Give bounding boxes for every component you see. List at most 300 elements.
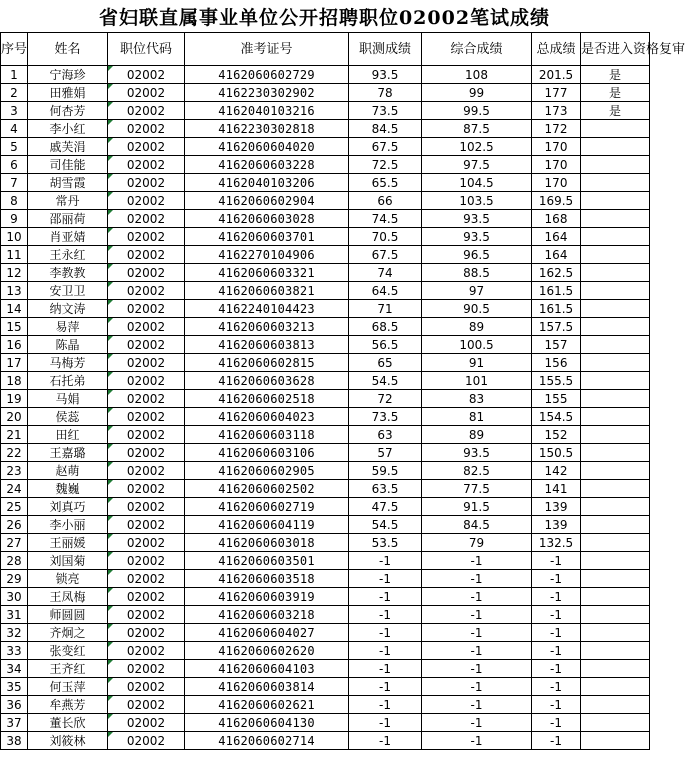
- cell-general-score[interactable]: 102.5: [422, 138, 532, 156]
- cell-qualification[interactable]: [581, 300, 650, 318]
- cell-exam-number[interactable]: 4162060603228: [185, 156, 349, 174]
- cell-total-score[interactable]: 132.5: [532, 534, 581, 552]
- cell-general-score[interactable]: 93.5: [422, 444, 532, 462]
- cell-qualification[interactable]: [581, 426, 650, 444]
- cell-qualification[interactable]: [581, 696, 650, 714]
- cell-name[interactable]: 陈晶: [28, 336, 108, 354]
- cell-aptitude-score[interactable]: 67.5: [349, 138, 422, 156]
- cell-name[interactable]: 刘国菊: [28, 552, 108, 570]
- cell-name[interactable]: 易萍: [28, 318, 108, 336]
- cell-aptitude-score[interactable]: 68.5: [349, 318, 422, 336]
- cell-qualification[interactable]: 是: [581, 102, 650, 120]
- cell-exam-number[interactable]: 4162060604020: [185, 138, 349, 156]
- cell-exam-number[interactable]: 4162270104906: [185, 246, 349, 264]
- cell-general-score[interactable]: -1: [422, 570, 532, 588]
- cell-total-score[interactable]: 157.5: [532, 318, 581, 336]
- cell-aptitude-score[interactable]: 72.5: [349, 156, 422, 174]
- cell-seq[interactable]: 1: [1, 66, 28, 84]
- cell-name[interactable]: 安卫卫: [28, 282, 108, 300]
- cell-seq[interactable]: 9: [1, 210, 28, 228]
- cell-position-code[interactable]: 02002: [108, 516, 185, 534]
- cell-qualification[interactable]: [581, 408, 650, 426]
- cell-seq[interactable]: 30: [1, 588, 28, 606]
- cell-seq[interactable]: 26: [1, 516, 28, 534]
- cell-general-score[interactable]: -1: [422, 696, 532, 714]
- cell-position-code[interactable]: 02002: [108, 696, 185, 714]
- cell-position-code[interactable]: 02002: [108, 426, 185, 444]
- cell-exam-number[interactable]: 4162060602621: [185, 696, 349, 714]
- cell-general-score[interactable]: 93.5: [422, 210, 532, 228]
- cell-exam-number[interactable]: 4162060603213: [185, 318, 349, 336]
- cell-total-score[interactable]: 164: [532, 246, 581, 264]
- cell-seq[interactable]: 23: [1, 462, 28, 480]
- cell-general-score[interactable]: -1: [422, 732, 532, 750]
- cell-exam-number[interactable]: 4162060604119: [185, 516, 349, 534]
- cell-qualification[interactable]: [581, 534, 650, 552]
- cell-aptitude-score[interactable]: 47.5: [349, 498, 422, 516]
- cell-name[interactable]: 李小红: [28, 120, 108, 138]
- cell-name[interactable]: 邵丽荷: [28, 210, 108, 228]
- cell-name[interactable]: 侯蕊: [28, 408, 108, 426]
- cell-total-score[interactable]: 172: [532, 120, 581, 138]
- cell-aptitude-score[interactable]: 84.5: [349, 120, 422, 138]
- cell-qualification[interactable]: [581, 354, 650, 372]
- cell-name[interactable]: 何杏芳: [28, 102, 108, 120]
- cell-general-score[interactable]: 97: [422, 282, 532, 300]
- cell-name[interactable]: 田雅娟: [28, 84, 108, 102]
- cell-position-code[interactable]: 02002: [108, 714, 185, 732]
- cell-qualification[interactable]: [581, 174, 650, 192]
- cell-total-score[interactable]: 162.5: [532, 264, 581, 282]
- cell-seq[interactable]: 4: [1, 120, 28, 138]
- cell-general-score[interactable]: 96.5: [422, 246, 532, 264]
- cell-name[interactable]: 马娟: [28, 390, 108, 408]
- cell-name[interactable]: 王嘉璐: [28, 444, 108, 462]
- cell-aptitude-score[interactable]: 65: [349, 354, 422, 372]
- cell-general-score[interactable]: 91: [422, 354, 532, 372]
- cell-seq[interactable]: 14: [1, 300, 28, 318]
- cell-qualification[interactable]: [581, 210, 650, 228]
- cell-qualification[interactable]: [581, 444, 650, 462]
- cell-total-score[interactable]: 170: [532, 138, 581, 156]
- cell-aptitude-score[interactable]: 57: [349, 444, 422, 462]
- cell-total-score[interactable]: 152: [532, 426, 581, 444]
- cell-exam-number[interactable]: 4162060602904: [185, 192, 349, 210]
- cell-aptitude-score[interactable]: -1: [349, 588, 422, 606]
- cell-exam-number[interactable]: 4162060603118: [185, 426, 349, 444]
- cell-total-score[interactable]: 170: [532, 174, 581, 192]
- cell-seq[interactable]: 22: [1, 444, 28, 462]
- cell-exam-number[interactable]: 4162040103206: [185, 174, 349, 192]
- cell-qualification[interactable]: 是: [581, 66, 650, 84]
- cell-total-score[interactable]: 156: [532, 354, 581, 372]
- cell-position-code[interactable]: 02002: [108, 678, 185, 696]
- cell-aptitude-score[interactable]: 67.5: [349, 246, 422, 264]
- cell-seq[interactable]: 32: [1, 624, 28, 642]
- cell-qualification[interactable]: [581, 498, 650, 516]
- cell-seq[interactable]: 7: [1, 174, 28, 192]
- cell-seq[interactable]: 35: [1, 678, 28, 696]
- cell-general-score[interactable]: 97.5: [422, 156, 532, 174]
- cell-position-code[interactable]: 02002: [108, 66, 185, 84]
- cell-general-score[interactable]: 87.5: [422, 120, 532, 138]
- cell-name[interactable]: 刘真巧: [28, 498, 108, 516]
- cell-seq[interactable]: 5: [1, 138, 28, 156]
- cell-name[interactable]: 王丽媛: [28, 534, 108, 552]
- cell-exam-number[interactable]: 4162060602719: [185, 498, 349, 516]
- cell-seq[interactable]: 31: [1, 606, 28, 624]
- cell-position-code[interactable]: 02002: [108, 84, 185, 102]
- cell-aptitude-score[interactable]: 66: [349, 192, 422, 210]
- cell-qualification[interactable]: [581, 678, 650, 696]
- header-name[interactable]: 姓名: [28, 33, 108, 66]
- cell-seq[interactable]: 33: [1, 642, 28, 660]
- cell-qualification[interactable]: [581, 570, 650, 588]
- cell-qualification[interactable]: [581, 480, 650, 498]
- cell-aptitude-score[interactable]: 73.5: [349, 408, 422, 426]
- cell-general-score[interactable]: 77.5: [422, 480, 532, 498]
- cell-name[interactable]: 牟燕芳: [28, 696, 108, 714]
- header-total-score[interactable]: 总成绩: [532, 33, 581, 66]
- cell-qualification[interactable]: 是: [581, 84, 650, 102]
- cell-name[interactable]: 魏巍: [28, 480, 108, 498]
- cell-name[interactable]: 马梅芳: [28, 354, 108, 372]
- cell-aptitude-score[interactable]: 53.5: [349, 534, 422, 552]
- cell-position-code[interactable]: 02002: [108, 498, 185, 516]
- cell-position-code[interactable]: 02002: [108, 552, 185, 570]
- cell-general-score[interactable]: 100.5: [422, 336, 532, 354]
- cell-general-score[interactable]: 90.5: [422, 300, 532, 318]
- cell-general-score[interactable]: -1: [422, 624, 532, 642]
- cell-name[interactable]: 齐炯之: [28, 624, 108, 642]
- cell-total-score[interactable]: 164: [532, 228, 581, 246]
- cell-seq[interactable]: 20: [1, 408, 28, 426]
- cell-name[interactable]: 纳文涛: [28, 300, 108, 318]
- cell-exam-number[interactable]: 4162040103216: [185, 102, 349, 120]
- cell-name[interactable]: 董长欣: [28, 714, 108, 732]
- cell-exam-number[interactable]: 4162060602905: [185, 462, 349, 480]
- cell-exam-number[interactable]: 4162060603218: [185, 606, 349, 624]
- cell-aptitude-score[interactable]: 56.5: [349, 336, 422, 354]
- cell-seq[interactable]: 17: [1, 354, 28, 372]
- cell-name[interactable]: 胡雪霞: [28, 174, 108, 192]
- cell-exam-number[interactable]: 4162060604130: [185, 714, 349, 732]
- cell-aptitude-score[interactable]: 72: [349, 390, 422, 408]
- cell-position-code[interactable]: 02002: [108, 462, 185, 480]
- cell-aptitude-score[interactable]: -1: [349, 642, 422, 660]
- cell-seq[interactable]: 16: [1, 336, 28, 354]
- cell-exam-number[interactable]: 4162060602518: [185, 390, 349, 408]
- cell-qualification[interactable]: [581, 462, 650, 480]
- cell-name[interactable]: 常丹: [28, 192, 108, 210]
- cell-qualification[interactable]: [581, 390, 650, 408]
- cell-qualification[interactable]: [581, 282, 650, 300]
- cell-general-score[interactable]: -1: [422, 606, 532, 624]
- cell-general-score[interactable]: 81: [422, 408, 532, 426]
- cell-name[interactable]: 石托弟: [28, 372, 108, 390]
- cell-name[interactable]: 宁海珍: [28, 66, 108, 84]
- cell-total-score[interactable]: -1: [532, 678, 581, 696]
- cell-aptitude-score[interactable]: 73.5: [349, 102, 422, 120]
- cell-exam-number[interactable]: 4162060603701: [185, 228, 349, 246]
- cell-aptitude-score[interactable]: 63.5: [349, 480, 422, 498]
- cell-total-score[interactable]: 201.5: [532, 66, 581, 84]
- cell-position-code[interactable]: 02002: [108, 228, 185, 246]
- cell-exam-number[interactable]: 4162060603813: [185, 336, 349, 354]
- cell-general-score[interactable]: -1: [422, 714, 532, 732]
- cell-total-score[interactable]: 161.5: [532, 300, 581, 318]
- cell-general-score[interactable]: -1: [422, 552, 532, 570]
- cell-name[interactable]: 王齐红: [28, 660, 108, 678]
- cell-position-code[interactable]: 02002: [108, 102, 185, 120]
- cell-seq[interactable]: 18: [1, 372, 28, 390]
- cell-position-code[interactable]: 02002: [108, 354, 185, 372]
- cell-aptitude-score[interactable]: -1: [349, 714, 422, 732]
- cell-total-score[interactable]: 173: [532, 102, 581, 120]
- cell-exam-number[interactable]: 4162060603018: [185, 534, 349, 552]
- cell-name[interactable]: 赵萌: [28, 462, 108, 480]
- cell-qualification[interactable]: [581, 552, 650, 570]
- cell-total-score[interactable]: -1: [532, 714, 581, 732]
- cell-aptitude-score[interactable]: 64.5: [349, 282, 422, 300]
- cell-exam-number[interactable]: 4162060604027: [185, 624, 349, 642]
- cell-name[interactable]: 王永红: [28, 246, 108, 264]
- cell-qualification[interactable]: [581, 732, 650, 750]
- cell-seq[interactable]: 38: [1, 732, 28, 750]
- cell-total-score[interactable]: 150.5: [532, 444, 581, 462]
- cell-seq[interactable]: 12: [1, 264, 28, 282]
- cell-name[interactable]: 师圆圆: [28, 606, 108, 624]
- cell-position-code[interactable]: 02002: [108, 300, 185, 318]
- cell-name[interactable]: 李教教: [28, 264, 108, 282]
- cell-seq[interactable]: 3: [1, 102, 28, 120]
- cell-seq[interactable]: 19: [1, 390, 28, 408]
- cell-qualification[interactable]: [581, 228, 650, 246]
- cell-aptitude-score[interactable]: 74.5: [349, 210, 422, 228]
- cell-position-code[interactable]: 02002: [108, 444, 185, 462]
- cell-qualification[interactable]: [581, 660, 650, 678]
- cell-name[interactable]: 戚芙涓: [28, 138, 108, 156]
- cell-name[interactable]: 肖亚婧: [28, 228, 108, 246]
- cell-name[interactable]: 田红: [28, 426, 108, 444]
- cell-name[interactable]: 锁亮: [28, 570, 108, 588]
- cell-exam-number[interactable]: 4162060602714: [185, 732, 349, 750]
- cell-aptitude-score[interactable]: -1: [349, 606, 422, 624]
- cell-position-code[interactable]: 02002: [108, 660, 185, 678]
- cell-aptitude-score[interactable]: 54.5: [349, 372, 422, 390]
- cell-position-code[interactable]: 02002: [108, 318, 185, 336]
- cell-general-score[interactable]: 101: [422, 372, 532, 390]
- cell-seq[interactable]: 29: [1, 570, 28, 588]
- cell-aptitude-score[interactable]: 74: [349, 264, 422, 282]
- cell-exam-number[interactable]: 4162060604103: [185, 660, 349, 678]
- cell-name[interactable]: 李小丽: [28, 516, 108, 534]
- cell-total-score[interactable]: -1: [532, 732, 581, 750]
- cell-seq[interactable]: 25: [1, 498, 28, 516]
- cell-position-code[interactable]: 02002: [108, 408, 185, 426]
- cell-exam-number[interactable]: 4162060603814: [185, 678, 349, 696]
- cell-total-score[interactable]: -1: [532, 642, 581, 660]
- cell-general-score[interactable]: 103.5: [422, 192, 532, 210]
- cell-qualification[interactable]: [581, 714, 650, 732]
- cell-position-code[interactable]: 02002: [108, 390, 185, 408]
- cell-exam-number[interactable]: 4162060603821: [185, 282, 349, 300]
- cell-position-code[interactable]: 02002: [108, 282, 185, 300]
- cell-qualification[interactable]: [581, 246, 650, 264]
- cell-qualification[interactable]: [581, 336, 650, 354]
- cell-qualification[interactable]: [581, 318, 650, 336]
- cell-exam-number[interactable]: 4162060602620: [185, 642, 349, 660]
- cell-total-score[interactable]: 161.5: [532, 282, 581, 300]
- cell-qualification[interactable]: [581, 516, 650, 534]
- cell-aptitude-score[interactable]: -1: [349, 678, 422, 696]
- cell-position-code[interactable]: 02002: [108, 732, 185, 750]
- cell-aptitude-score[interactable]: -1: [349, 552, 422, 570]
- header-aptitude-score[interactable]: 职测成绩: [349, 33, 422, 66]
- cell-exam-number[interactable]: 4162060603321: [185, 264, 349, 282]
- cell-seq[interactable]: 24: [1, 480, 28, 498]
- cell-qualification[interactable]: [581, 120, 650, 138]
- cell-general-score[interactable]: 82.5: [422, 462, 532, 480]
- cell-exam-number[interactable]: 4162060602502: [185, 480, 349, 498]
- cell-seq[interactable]: 37: [1, 714, 28, 732]
- cell-exam-number[interactable]: 4162060603628: [185, 372, 349, 390]
- cell-total-score[interactable]: -1: [532, 606, 581, 624]
- cell-name[interactable]: 司佳能: [28, 156, 108, 174]
- cell-position-code[interactable]: 02002: [108, 372, 185, 390]
- cell-seq[interactable]: 34: [1, 660, 28, 678]
- cell-position-code[interactable]: 02002: [108, 246, 185, 264]
- cell-general-score[interactable]: 93.5: [422, 228, 532, 246]
- cell-position-code[interactable]: 02002: [108, 588, 185, 606]
- cell-qualification[interactable]: [581, 192, 650, 210]
- cell-exam-number[interactable]: 4162060603518: [185, 570, 349, 588]
- cell-general-score[interactable]: 89: [422, 318, 532, 336]
- cell-seq[interactable]: 15: [1, 318, 28, 336]
- cell-total-score[interactable]: -1: [532, 660, 581, 678]
- cell-aptitude-score[interactable]: -1: [349, 570, 422, 588]
- cell-position-code[interactable]: 02002: [108, 138, 185, 156]
- cell-qualification[interactable]: [581, 372, 650, 390]
- cell-position-code[interactable]: 02002: [108, 570, 185, 588]
- cell-total-score[interactable]: 141: [532, 480, 581, 498]
- cell-position-code[interactable]: 02002: [108, 624, 185, 642]
- cell-general-score[interactable]: 99: [422, 84, 532, 102]
- cell-seq[interactable]: 36: [1, 696, 28, 714]
- cell-qualification[interactable]: [581, 138, 650, 156]
- header-seq[interactable]: 序号: [1, 33, 28, 66]
- cell-general-score[interactable]: 89: [422, 426, 532, 444]
- cell-total-score[interactable]: 142: [532, 462, 581, 480]
- cell-position-code[interactable]: 02002: [108, 120, 185, 138]
- cell-aptitude-score[interactable]: -1: [349, 624, 422, 642]
- cell-seq[interactable]: 21: [1, 426, 28, 444]
- cell-total-score[interactable]: -1: [532, 624, 581, 642]
- cell-aptitude-score[interactable]: -1: [349, 732, 422, 750]
- cell-total-score[interactable]: 157: [532, 336, 581, 354]
- header-position-code[interactable]: 职位代码: [108, 33, 185, 66]
- cell-position-code[interactable]: 02002: [108, 642, 185, 660]
- cell-exam-number[interactable]: 4162230302902: [185, 84, 349, 102]
- cell-seq[interactable]: 11: [1, 246, 28, 264]
- cell-total-score[interactable]: 169.5: [532, 192, 581, 210]
- cell-total-score[interactable]: 139: [532, 516, 581, 534]
- cell-general-score[interactable]: 84.5: [422, 516, 532, 534]
- cell-name[interactable]: 张变红: [28, 642, 108, 660]
- cell-seq[interactable]: 27: [1, 534, 28, 552]
- cell-name[interactable]: 何玉萍: [28, 678, 108, 696]
- cell-aptitude-score[interactable]: 63: [349, 426, 422, 444]
- cell-position-code[interactable]: 02002: [108, 174, 185, 192]
- cell-total-score[interactable]: -1: [532, 696, 581, 714]
- cell-exam-number[interactable]: 4162240104423: [185, 300, 349, 318]
- cell-qualification[interactable]: [581, 606, 650, 624]
- header-general-score[interactable]: 综合成绩: [422, 33, 532, 66]
- cell-name[interactable]: 刘筱林: [28, 732, 108, 750]
- cell-exam-number[interactable]: 4162060603106: [185, 444, 349, 462]
- cell-exam-number[interactable]: 4162060603028: [185, 210, 349, 228]
- cell-aptitude-score[interactable]: 71: [349, 300, 422, 318]
- cell-qualification[interactable]: [581, 156, 650, 174]
- cell-general-score[interactable]: -1: [422, 588, 532, 606]
- cell-general-score[interactable]: 88.5: [422, 264, 532, 282]
- cell-position-code[interactable]: 02002: [108, 606, 185, 624]
- header-exam-number[interactable]: 准考证号: [185, 33, 349, 66]
- header-qualification[interactable]: 是否进入资格复审: [581, 33, 650, 66]
- cell-name[interactable]: 王凤梅: [28, 588, 108, 606]
- cell-general-score[interactable]: -1: [422, 642, 532, 660]
- cell-aptitude-score[interactable]: -1: [349, 696, 422, 714]
- cell-aptitude-score[interactable]: 54.5: [349, 516, 422, 534]
- cell-exam-number[interactable]: 4162230302818: [185, 120, 349, 138]
- cell-aptitude-score[interactable]: 93.5: [349, 66, 422, 84]
- cell-aptitude-score[interactable]: 65.5: [349, 174, 422, 192]
- cell-general-score[interactable]: 79: [422, 534, 532, 552]
- cell-aptitude-score[interactable]: 59.5: [349, 462, 422, 480]
- cell-general-score[interactable]: 104.5: [422, 174, 532, 192]
- cell-position-code[interactable]: 02002: [108, 156, 185, 174]
- cell-position-code[interactable]: 02002: [108, 192, 185, 210]
- cell-total-score[interactable]: 154.5: [532, 408, 581, 426]
- cell-aptitude-score[interactable]: 78: [349, 84, 422, 102]
- cell-general-score[interactable]: -1: [422, 660, 532, 678]
- cell-general-score[interactable]: 99.5: [422, 102, 532, 120]
- cell-seq[interactable]: 10: [1, 228, 28, 246]
- cell-general-score[interactable]: 91.5: [422, 498, 532, 516]
- cell-general-score[interactable]: 108: [422, 66, 532, 84]
- cell-seq[interactable]: 2: [1, 84, 28, 102]
- cell-position-code[interactable]: 02002: [108, 336, 185, 354]
- cell-total-score[interactable]: 139: [532, 498, 581, 516]
- cell-total-score[interactable]: -1: [532, 570, 581, 588]
- cell-seq[interactable]: 28: [1, 552, 28, 570]
- cell-exam-number[interactable]: 4162060602815: [185, 354, 349, 372]
- cell-qualification[interactable]: [581, 642, 650, 660]
- cell-aptitude-score[interactable]: -1: [349, 660, 422, 678]
- cell-total-score[interactable]: 177: [532, 84, 581, 102]
- cell-general-score[interactable]: 83: [422, 390, 532, 408]
- cell-qualification[interactable]: [581, 264, 650, 282]
- cell-seq[interactable]: 13: [1, 282, 28, 300]
- cell-exam-number[interactable]: 4162060603919: [185, 588, 349, 606]
- cell-seq[interactable]: 6: [1, 156, 28, 174]
- cell-position-code[interactable]: 02002: [108, 480, 185, 498]
- cell-position-code[interactable]: 02002: [108, 264, 185, 282]
- cell-position-code[interactable]: 02002: [108, 210, 185, 228]
- cell-total-score[interactable]: 155.5: [532, 372, 581, 390]
- cell-total-score[interactable]: -1: [532, 588, 581, 606]
- cell-seq[interactable]: 8: [1, 192, 28, 210]
